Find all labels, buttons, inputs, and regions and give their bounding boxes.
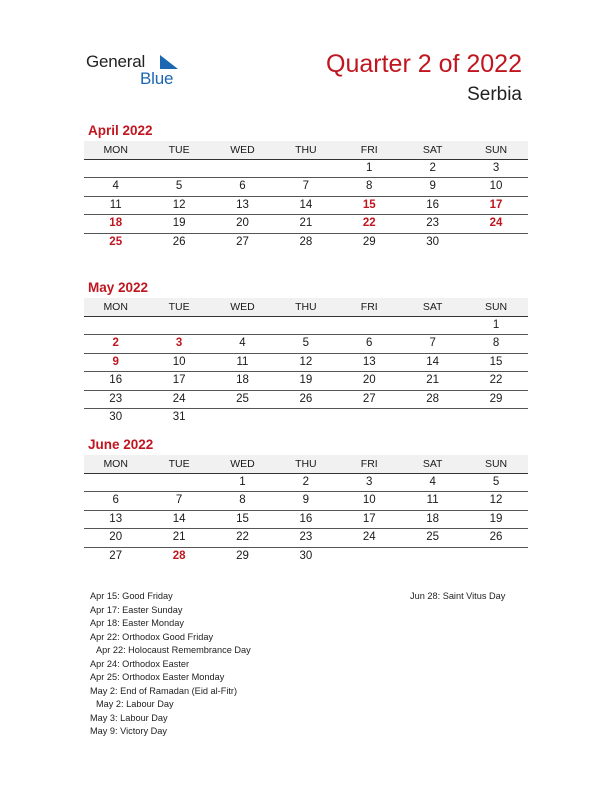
day-cell: 11 — [109, 198, 122, 211]
holiday-note: May 2: Labour Day — [96, 699, 174, 709]
empty-day-cell — [464, 409, 527, 426]
day-cell: 7 — [175, 494, 183, 507]
day-cell: 11 — [236, 355, 249, 368]
empty-day-cell — [147, 160, 210, 177]
weekday-label: SAT — [422, 144, 443, 156]
week-row — [84, 492, 528, 510]
day-cell: 13 — [109, 512, 123, 525]
week-row — [84, 354, 528, 372]
day-cell: 30 — [426, 235, 440, 248]
week-row — [84, 548, 528, 565]
day-cell: 18 — [236, 374, 249, 387]
week-row — [84, 409, 528, 426]
day-cell: 23 — [299, 531, 313, 544]
day-cell: 20 — [109, 531, 123, 544]
week-row — [84, 511, 528, 529]
empty-day-cell — [401, 548, 464, 565]
day-cell: 14 — [299, 198, 313, 211]
day-cell: 18 — [426, 512, 440, 525]
holiday-note: May 2: End of Ramadan (Eid al-Fitr) — [90, 685, 238, 696]
day-cell: 29 — [489, 392, 503, 405]
empty-day-cell — [147, 474, 210, 491]
week-row — [84, 178, 528, 196]
weekday-label: MON — [103, 301, 128, 313]
day-cell: 22 — [362, 217, 376, 230]
weekday-label: SUN — [484, 301, 508, 313]
week-row — [84, 474, 528, 492]
day-cell: 1 — [492, 319, 500, 331]
holiday-note: Apr 24: Orthodox Easter — [90, 658, 190, 669]
empty-day-cell — [211, 160, 274, 177]
day-cell: 24 — [362, 531, 376, 544]
empty-day-cell — [401, 409, 464, 426]
day-cell: 15 — [362, 198, 376, 211]
day-cell: 6 — [366, 337, 373, 350]
day-cell: 29 — [236, 549, 249, 562]
weekday-label: THU — [295, 301, 317, 313]
day-cell: 27 — [109, 549, 123, 562]
day-cell: 6 — [112, 494, 119, 507]
day-cell: 1 — [366, 162, 373, 174]
day-cell: 15 — [489, 355, 503, 368]
day-cell: 5 — [302, 337, 310, 350]
day-cell: 2 — [429, 162, 436, 174]
day-cell: 16 — [299, 512, 313, 525]
month-grid — [84, 317, 528, 426]
day-cell: 17 — [172, 374, 186, 387]
day-cell: 19 — [489, 512, 503, 525]
day-cell: 3 — [175, 337, 183, 350]
day-cell: 19 — [172, 217, 186, 230]
weekday-label: FRI — [360, 144, 378, 156]
month-grid — [84, 160, 528, 251]
empty-day-cell — [401, 317, 464, 334]
logo-triangle-icon — [158, 54, 180, 70]
day-cell: 12 — [299, 355, 313, 368]
day-cell: 10 — [362, 494, 376, 507]
day-cell: 3 — [366, 476, 373, 488]
day-cell: 19 — [299, 374, 313, 387]
logo-blue-text: Blue — [140, 69, 174, 88]
day-cell: 3 — [492, 162, 500, 174]
empty-day-cell — [84, 474, 147, 491]
day-cell: 5 — [492, 476, 500, 488]
weekday-label: FRI — [360, 301, 378, 313]
day-cell: 30 — [299, 549, 313, 562]
day-cell: 8 — [492, 337, 500, 350]
logo-general-text: General — [86, 52, 146, 71]
day-cell: 27 — [362, 392, 376, 405]
day-cell: 27 — [236, 235, 249, 248]
day-cell: 2 — [112, 337, 119, 350]
weekday-label: SAT — [422, 301, 443, 313]
month-title: May 2022 — [88, 280, 149, 295]
empty-day-cell — [464, 234, 527, 251]
day-cell: 8 — [239, 494, 246, 507]
day-cell: 28 — [426, 392, 440, 405]
weekday-label: TUE — [168, 301, 190, 313]
holiday-note: Apr 22: Holocaust Remembrance Day — [96, 645, 251, 655]
month-title: April 2022 — [88, 123, 153, 138]
day-cell: 8 — [366, 180, 373, 193]
day-cell: 24 — [489, 217, 503, 230]
month-june — [84, 436, 528, 565]
day-cell: 26 — [489, 531, 503, 544]
holiday-note: Apr 15: Good Friday — [90, 591, 173, 601]
weekday-header — [84, 455, 528, 474]
empty-day-cell — [211, 317, 274, 334]
day-cell: 23 — [426, 217, 440, 230]
day-cell: 10 — [172, 355, 186, 368]
day-cell: 16 — [109, 374, 123, 387]
holiday-note: May 3: Labour Day — [90, 712, 168, 723]
weekday-label: WED — [230, 301, 255, 313]
weekday-label: SAT — [422, 458, 443, 470]
weekday-label: TUE — [168, 458, 190, 470]
day-cell: 4 — [112, 180, 119, 193]
day-cell: 9 — [302, 494, 310, 507]
holiday-note: May 9: Victory Day — [90, 726, 167, 736]
day-cell: 23 — [109, 392, 123, 405]
day-cell: 29 — [362, 235, 376, 248]
week-row — [84, 197, 528, 215]
holiday-note: Apr 17: Easter Sunday — [90, 604, 183, 615]
day-cell: 11 — [426, 494, 439, 507]
weekday-label: SUN — [484, 144, 508, 156]
logo — [86, 52, 186, 92]
day-cell: 26 — [299, 392, 313, 405]
holiday-note: Jun 28: Saint Vitus Day — [410, 591, 506, 601]
day-cell: 17 — [489, 198, 503, 211]
day-cell: 20 — [362, 374, 376, 387]
week-row — [84, 317, 528, 335]
day-cell: 31 — [172, 410, 186, 423]
day-cell: 28 — [299, 235, 313, 248]
day-cell: 12 — [172, 198, 186, 211]
day-cell: 18 — [109, 217, 123, 230]
holiday-note: Apr 25: Orthodox Easter Monday — [90, 672, 225, 682]
week-row — [84, 215, 528, 233]
weekday-label: WED — [230, 458, 255, 470]
empty-day-cell — [274, 409, 337, 426]
day-cell: 14 — [172, 512, 186, 525]
day-cell: 21 — [426, 374, 440, 387]
day-cell: 13 — [362, 355, 376, 368]
empty-day-cell — [338, 548, 401, 565]
weekday-label: WED — [230, 144, 255, 156]
day-cell: 12 — [489, 494, 503, 507]
day-cell: 21 — [172, 531, 186, 544]
weekday-label: MON — [103, 458, 128, 470]
week-row — [84, 529, 528, 547]
weekday-label: TUE — [168, 144, 190, 156]
empty-day-cell — [338, 317, 401, 334]
holiday-notes-right — [410, 590, 505, 604]
day-cell: 4 — [429, 476, 436, 488]
week-row — [84, 234, 528, 251]
day-cell: 1 — [239, 476, 246, 488]
empty-day-cell — [274, 317, 337, 334]
day-cell: 20 — [236, 217, 249, 230]
day-cell: 9 — [429, 180, 436, 193]
day-cell: 21 — [299, 217, 313, 230]
day-cell: 7 — [429, 337, 436, 350]
country-name: Serbia — [467, 84, 522, 105]
day-cell: 25 — [236, 392, 249, 405]
weekday-label: THU — [295, 458, 317, 470]
day-cell: 14 — [426, 355, 440, 368]
empty-day-cell — [211, 409, 274, 426]
month-april — [84, 122, 528, 251]
empty-day-cell — [338, 409, 401, 426]
day-cell: 28 — [172, 549, 186, 562]
day-cell: 16 — [426, 198, 440, 211]
holiday-notes — [90, 590, 251, 739]
day-cell: 25 — [426, 531, 440, 544]
month-grid — [84, 474, 528, 565]
day-cell: 2 — [302, 476, 310, 488]
weekday-label: THU — [295, 144, 317, 156]
day-cell: 4 — [239, 337, 246, 350]
weekday-header — [84, 298, 528, 317]
weekday-header — [84, 141, 528, 160]
day-cell: 17 — [362, 512, 376, 525]
day-cell: 13 — [236, 198, 249, 211]
day-cell: 24 — [172, 392, 186, 405]
day-cell: 30 — [109, 410, 123, 423]
day-cell: 22 — [236, 531, 249, 544]
weekday-label: FRI — [360, 458, 378, 470]
week-row — [84, 160, 528, 178]
weekday-label: MON — [103, 144, 128, 156]
empty-day-cell — [84, 317, 147, 334]
day-cell: 9 — [112, 355, 119, 368]
day-cell: 7 — [302, 180, 310, 193]
day-cell: 25 — [109, 235, 123, 248]
empty-day-cell — [464, 548, 527, 565]
day-cell: 26 — [172, 235, 186, 248]
empty-day-cell — [147, 317, 210, 334]
month-title: June 2022 — [88, 437, 154, 452]
holiday-note: Apr 18: Easter Monday — [90, 618, 184, 628]
empty-day-cell — [274, 160, 337, 177]
holiday-note: Apr 22: Orthodox Good Friday — [90, 631, 214, 642]
empty-day-cell — [84, 160, 147, 177]
day-cell: 22 — [489, 374, 503, 387]
week-row — [84, 391, 528, 409]
page-title: Quarter 2 of 2022 — [326, 50, 522, 78]
month-may — [84, 279, 528, 426]
day-cell: 6 — [239, 180, 246, 193]
day-cell: 15 — [236, 512, 249, 525]
week-row — [84, 335, 528, 353]
day-cell: 5 — [175, 180, 183, 193]
day-cell: 10 — [489, 180, 503, 193]
week-row — [84, 372, 528, 390]
weekday-label: SUN — [484, 458, 508, 470]
